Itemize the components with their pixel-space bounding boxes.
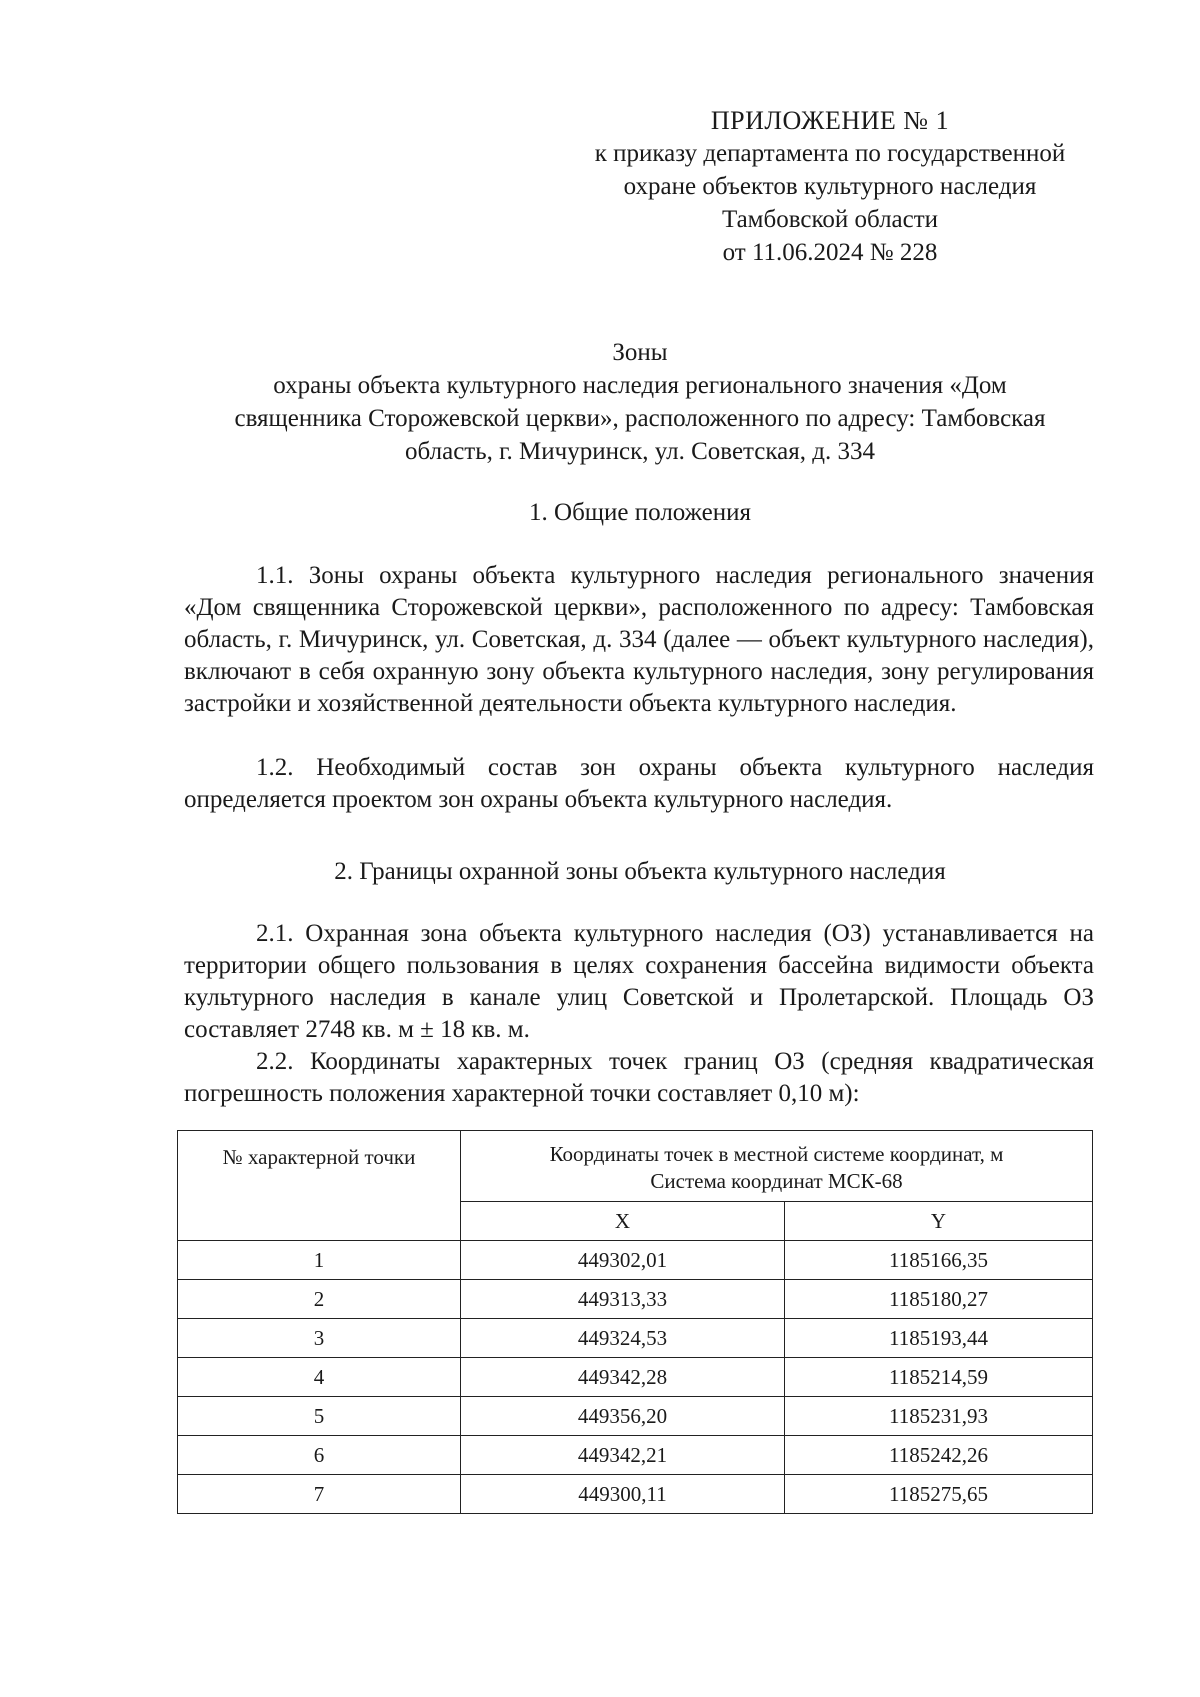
title-line-3: священника Сторожевской церкви», расположенного по адресу: Тамбовская <box>234 405 1046 432</box>
section-1-heading: 1. Общие положения <box>529 499 751 526</box>
paragraph-1-2: 1.2. Необходимый состав зон охраны объекта культурного наследия определяется проектом зон охраны объекта культурного наследия. <box>184 754 1094 813</box>
point-number: 6 <box>178 1436 461 1475</box>
coord-x: 449356,20 <box>461 1397 785 1436</box>
paragraph-2-2: 2.2. Координаты характерных точек границ ОЗ (средняя квадратическая погрешность положения характерной точки составляет 0,10 м): <box>184 1048 1094 1107</box>
point-number: 3 <box>178 1319 461 1358</box>
table-row <box>178 1475 1093 1514</box>
header-x: X <box>461 1202 785 1241</box>
title-line-4: область, г. Мичуринск, ул. Советская, д. 334 <box>405 438 875 465</box>
coord-y: 1185180,27 <box>785 1280 1093 1319</box>
coord-x: 449300,11 <box>461 1475 785 1514</box>
appendix-line-4: от 11.06.2024 № 228 <box>722 239 938 266</box>
appendix-line-3: Тамбовской области <box>721 206 939 233</box>
point-number: 5 <box>178 1397 461 1436</box>
appendix-line-2: охране объектов культурного наследия <box>623 173 1037 200</box>
point-number: 7 <box>178 1475 461 1514</box>
header-coordinates-line-1: Координаты точек в местной системе координат, м <box>549 1142 1004 1166</box>
paragraph-1-1: 1.1. Зоны охраны объекта культурного наследия регионального значения «Дом священника Сторожевской церкви», расположенного по адресу: Тамбовская область, г. Мичуринск, ул. Советская, д. 334 (далее — объект культурного наследия), включают в себя охранную зону объекта культурного наследия, зону регулирования застройки и хозяйственной деятельности объекта культурного наследия. <box>184 562 1094 717</box>
table-row <box>178 1436 1093 1475</box>
coord-y: 1185242,26 <box>785 1436 1093 1475</box>
coord-x: 449342,21 <box>461 1436 785 1475</box>
table-row <box>178 1358 1093 1397</box>
section-2-heading: 2. Границы охранной зоны объекта культурного наследия <box>334 858 946 885</box>
point-number: 2 <box>178 1280 461 1319</box>
coord-x: 449342,28 <box>461 1358 785 1397</box>
point-number: 4 <box>178 1358 461 1397</box>
coordinates-table <box>177 1130 1093 1514</box>
coord-x: 449313,33 <box>461 1280 785 1319</box>
coord-x: 449324,53 <box>461 1319 785 1358</box>
header-coordinates <box>461 1131 1093 1202</box>
header-y: Y <box>785 1202 1093 1241</box>
document-title <box>180 336 1100 468</box>
coord-y: 1185275,65 <box>785 1475 1093 1514</box>
table-row <box>178 1280 1093 1319</box>
header-coordinates-line-2: Система координат МСК-68 <box>650 1169 903 1193</box>
table-row <box>178 1241 1093 1280</box>
paragraph-2-1: 2.1. Охранная зона объекта культурного наследия (ОЗ) устанавливается на территории общего пользования в целях сохранения бассейна видимости объекта культурного наследия в канале улиц Советской и Пролетарской. Площадь ОЗ составляет 2748 кв. м ± 18 кв. м. <box>184 920 1094 1043</box>
appendix-line-1: к приказу департамента по государственной <box>594 140 1066 167</box>
title-line-2: охраны объекта культурного наследия регионального значения «Дом <box>273 372 1007 399</box>
title-line-1: Зоны <box>612 339 668 366</box>
header-point-number: № характерной точки <box>178 1131 461 1241</box>
coord-y: 1185214,59 <box>785 1358 1093 1397</box>
appendix-block <box>570 104 1090 269</box>
coord-y: 1185166,35 <box>785 1241 1093 1280</box>
coord-y: 1185231,93 <box>785 1397 1093 1436</box>
table-row <box>178 1397 1093 1436</box>
table-row <box>178 1319 1093 1358</box>
coord-y: 1185193,44 <box>785 1319 1093 1358</box>
point-number: 1 <box>178 1241 461 1280</box>
appendix-heading: ПРИЛОЖЕНИЕ № 1 <box>710 106 950 135</box>
coord-x: 449302,01 <box>461 1241 785 1280</box>
